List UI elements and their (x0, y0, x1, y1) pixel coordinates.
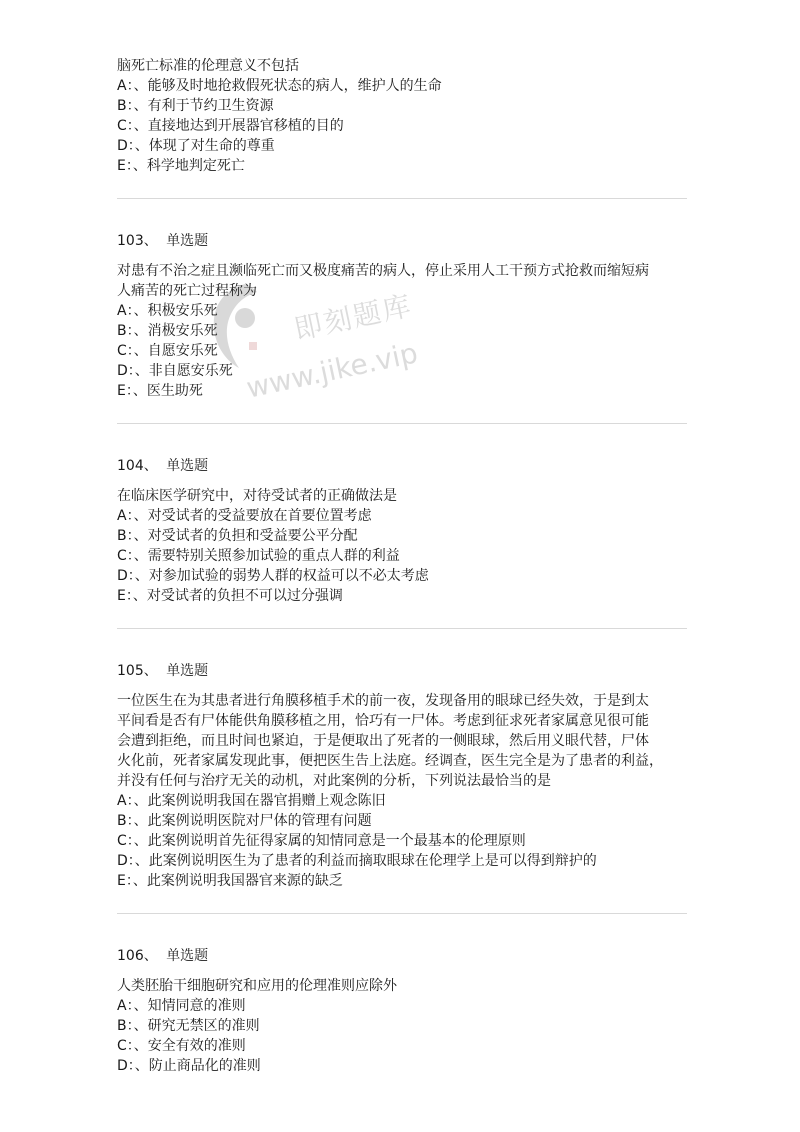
option-text: 、体现了对生命的尊重 (134, 138, 275, 154)
option-d[interactable] (117, 361, 687, 381)
option-letter: B： (117, 813, 134, 829)
question-header (117, 946, 687, 966)
option-text: 、此案例说明医生为了患者的利益而摘取眼球在伦理学上是可以得到辩护的 (134, 853, 597, 869)
option-b[interactable] (117, 811, 687, 831)
option-c[interactable] (117, 831, 687, 851)
option-text: 、防止商品化的准则 (134, 1058, 261, 1074)
option-letter: B： (117, 98, 134, 114)
option-text: 、非自愿安乐死 (134, 363, 233, 379)
option-b[interactable] (117, 1016, 687, 1036)
question-stem-line: 火化前，死者家属发现此事，便把医生告上法庭。经调查，医生完全是为了患者的利益， (117, 753, 663, 769)
option-b[interactable] (117, 321, 687, 341)
option-letter: E： (117, 588, 133, 604)
option-a[interactable] (117, 791, 687, 811)
option-text: 、自愿安乐死 (133, 343, 218, 359)
option-text: 、对受试者的负担和受益要公平分配 (133, 528, 358, 544)
question-stem: 脑死亡标准的伦理意义不包括 (117, 58, 299, 74)
question-type: 单选题 (166, 458, 209, 474)
option-text: 、消极安乐死 (133, 323, 218, 339)
watermark-url: www.jike.vip (243, 336, 421, 405)
question-divider (117, 628, 687, 629)
option-letter: D： (117, 853, 135, 869)
option-c[interactable] (117, 341, 687, 361)
question-102 (117, 56, 687, 176)
option-d[interactable] (117, 566, 687, 586)
option-letter: A： (117, 793, 134, 809)
question-number: 104、 (117, 458, 158, 474)
option-text: 、此案例说明医院对尸体的管理有问题 (133, 813, 372, 829)
option-e[interactable] (117, 586, 687, 606)
question-type: 单选题 (166, 948, 209, 964)
option-letter: C： (117, 548, 134, 564)
option-letter: A： (117, 508, 134, 524)
option-d[interactable] (117, 851, 687, 871)
question-106 (117, 946, 687, 1076)
option-letter: E： (117, 158, 133, 174)
option-text: 、知情同意的准则 (133, 998, 246, 1014)
option-letter: B： (117, 528, 134, 544)
option-a[interactable] (117, 996, 687, 1016)
option-a[interactable] (117, 76, 687, 96)
option-letter: C： (117, 343, 134, 359)
question-stem-line: 对患有不治之症且濒临死亡而又极度痛苦的病人，停止采用人工干预方式抢救而缩短病 (117, 263, 649, 279)
option-text: 、能够及时地抢救假死状态的病人，维护人的生命 (133, 78, 442, 94)
option-letter: C： (117, 118, 134, 134)
question-divider (117, 423, 687, 424)
option-letter: A： (117, 998, 134, 1014)
option-c[interactable] (117, 546, 687, 566)
option-letter: B： (117, 323, 134, 339)
option-text: 、有利于节约卫生资源 (133, 98, 274, 114)
question-stem-line: 人痛苦的死亡过程称为 (117, 283, 257, 299)
option-letter: D： (117, 363, 135, 379)
option-text: 、医生助死 (132, 383, 203, 399)
option-e[interactable] (117, 156, 687, 176)
option-text: 、对受试者的负担不可以过分强调 (132, 588, 343, 604)
option-text: 、对受试者的受益要放在首要位置考虑 (133, 508, 372, 524)
option-text: 、积极安乐死 (133, 303, 218, 319)
option-letter: B： (117, 1018, 134, 1034)
question-type: 单选题 (166, 233, 209, 249)
option-text: 、研究无禁区的准则 (133, 1018, 260, 1034)
question-stem-line: 并没有任何与治疗无关的动机，对此案例的分析，下列说法最恰当的是 (117, 773, 551, 789)
question-header (117, 231, 687, 251)
option-c[interactable] (117, 116, 687, 136)
option-b[interactable] (117, 96, 687, 116)
option-letter: C： (117, 833, 134, 849)
option-letter: A： (117, 303, 134, 319)
question-number: 106、 (117, 948, 158, 964)
option-text: 、此案例说明我国在器官捐赠上观念陈旧 (133, 793, 386, 809)
option-letter: E： (117, 383, 133, 399)
watermark-brand: 即刻题库 (291, 288, 416, 347)
option-a[interactable] (117, 301, 687, 321)
option-d[interactable] (117, 136, 687, 156)
question-stem-line: 会遭到拒绝，而且时间也紧迫，于是便取出了死者的一侧眼球，然后用义眼代替，尸体 (117, 733, 649, 749)
question-page (117, 56, 687, 1076)
question-103 (117, 231, 687, 401)
question-105 (117, 661, 687, 891)
option-letter: D： (117, 1058, 135, 1074)
question-header (117, 661, 687, 681)
option-e[interactable] (117, 871, 687, 891)
question-header (117, 456, 687, 476)
question-stem-line: 一位医生在为其患者进行角膜移植手术的前一夜，发现备用的眼球已经失效，于是到太 (117, 693, 649, 709)
option-c[interactable] (117, 1036, 687, 1056)
option-letter: D： (117, 138, 135, 154)
question-type: 单选题 (166, 663, 209, 679)
option-letter: C： (117, 1038, 134, 1054)
option-letter: E： (117, 873, 133, 889)
option-text: 、对参加试验的弱势人群的权益可以不必太考虑 (134, 568, 429, 584)
question-number: 105、 (117, 663, 158, 679)
option-b[interactable] (117, 526, 687, 546)
question-104 (117, 456, 687, 606)
option-letter: A： (117, 78, 134, 94)
option-d[interactable] (117, 1056, 687, 1076)
question-stem: 人类胚胎干细胞研究和应用的伦理准则应除外 (117, 978, 397, 994)
option-text: 、安全有效的准则 (133, 1038, 246, 1054)
question-number: 103、 (117, 233, 158, 249)
question-stem: 在临床医学研究中，对待受试者的正确做法是 (117, 488, 397, 504)
option-text: 、直接地达到开展器官移植的目的 (133, 118, 344, 134)
option-text: 、需要特别关照参加试验的重点人群的利益 (133, 548, 400, 564)
question-divider (117, 198, 687, 199)
option-text: 、此案例说明我国器官来源的缺乏 (132, 873, 343, 889)
option-text: 、科学地判定死亡 (132, 158, 245, 174)
option-a[interactable] (117, 506, 687, 526)
option-e[interactable] (117, 381, 687, 401)
question-stem-line: 平间看是否有尸体能供角膜移植之用，恰巧有一尸体。考虑到征求死者家属意见很可能 (117, 713, 649, 729)
option-text: 、此案例说明首先征得家属的知情同意是一个最基本的伦理原则 (133, 833, 526, 849)
question-divider (117, 913, 687, 914)
option-letter: D： (117, 568, 135, 584)
